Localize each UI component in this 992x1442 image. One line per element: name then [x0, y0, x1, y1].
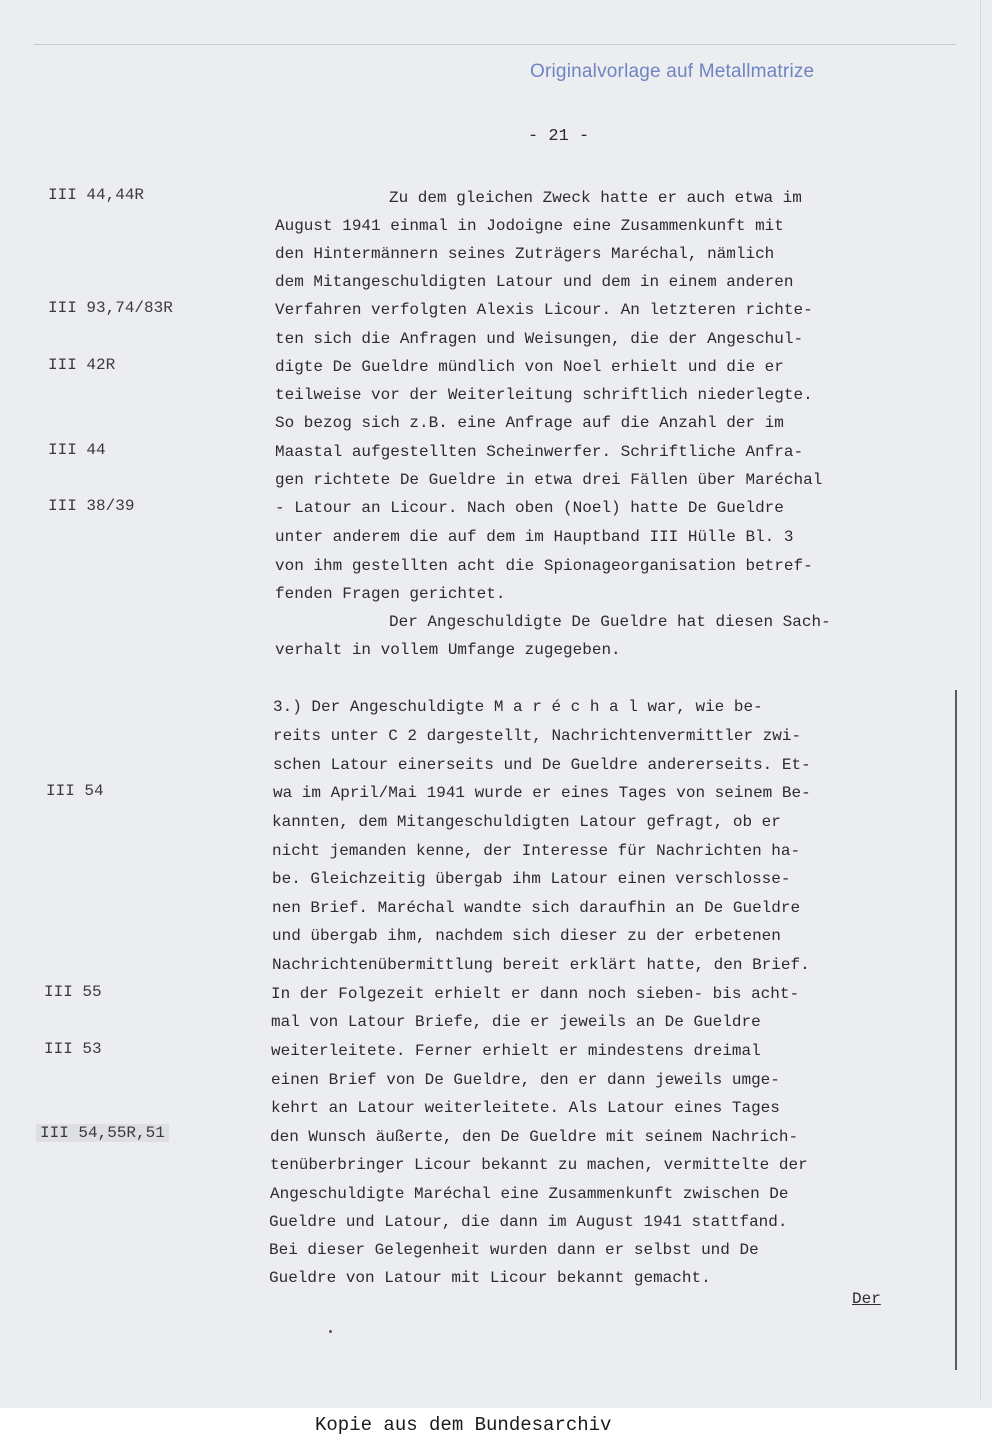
text-line: In der Folgezeit erhielt er dann noch sieben- bis acht- [271, 985, 800, 1003]
text-line: einen Brief von De Gueldre, den er dann jeweils umge- [271, 1071, 780, 1089]
text-line: Gueldre und Latour, die dann im August 1941 stattfand. [269, 1213, 788, 1231]
text-line: Nachrichtenübermittlung bereit erklärt hatte, den Brief. [272, 956, 810, 974]
page-edge-faint [980, 0, 981, 1400]
text-line: fenden Fragen gerichtet. [275, 585, 506, 603]
text-line: dem Mitangeschuldigten Latour und dem in einem anderen [275, 273, 794, 291]
text-line: So bezog sich z.B. eine Anfrage auf die Anzahl der im [275, 414, 784, 432]
footer-caption: Kopie aus dem Bundesarchiv [315, 1414, 612, 1436]
text-line: nicht jemanden kenne, der Interesse für Nachrichten ha- [272, 842, 801, 860]
ink-dot [329, 1330, 332, 1333]
text-line: Zu dem gleichen Zweck hatte er auch etwa im [389, 189, 802, 207]
text-line: unter anderem die auf dem im Hauptband III Hülle Bl. 3 [275, 528, 794, 546]
text-line: gen richtete De Gueldre in etwa drei Fällen über Maréchal [275, 471, 823, 489]
text-line: von ihm gestellten acht die Spionageorganisation betref- [275, 557, 813, 575]
text-line: kannten, dem Mitangeschuldigten Latour gefragt, ob er [272, 813, 781, 831]
margin-reference: III 38/39 [48, 497, 135, 515]
text-line: reits unter C 2 dargestellt, Nachrichtenvermittler zwi- [273, 727, 802, 745]
text-line: nen Brief. Maréchal wandte sich daraufhin an De Gueldre [272, 899, 801, 917]
text-line: Angeschuldigte Maréchal eine Zusammenkunft zwischen De [270, 1185, 789, 1203]
text-line: digte De Gueldre mündlich von Noel erhielt und die er [275, 358, 784, 376]
text-line: kehrt an Latour weiterleitete. Als Latour eines Tages [271, 1099, 780, 1117]
text-line: wa im April/Mai 1941 wurde er eines Tages von seinem Be- [273, 784, 811, 802]
text-line: Gueldre von Latour mit Licour bekannt gemacht. [269, 1269, 711, 1287]
catchword: Der [852, 1290, 881, 1308]
margin-reference: III 44 [48, 441, 106, 459]
margin-reference: III 44,44R [48, 186, 145, 204]
text-line: August 1941 einmal in Jodoigne eine Zusammenkunft mit [275, 217, 784, 235]
footer-bar [0, 1408, 992, 1442]
text-line: - Latour an Licour. Nach oben (Noel) hatte De Gueldre [275, 499, 784, 517]
text-line: verhalt in vollem Umfange zugegeben. [275, 641, 621, 659]
text-line: weiterleitete. Ferner erhielt er mindestens dreimal [271, 1042, 761, 1060]
top-edge-line [34, 44, 956, 45]
text-line: ten sich die Anfragen und Weisungen, die der Angeschul- [275, 330, 804, 348]
text-line: und übergab ihm, nachdem sich dieser zu der erbetenen [272, 927, 781, 945]
margin-reference: III 55 [44, 983, 102, 1001]
text-line: Maastal aufgestellten Scheinwerfer. Schriftliche Anfra- [275, 443, 804, 461]
page-edge-right [955, 690, 957, 1370]
text-line: den Wunsch äußerte, den De Gueldre mit seinem Nachrich- [270, 1128, 799, 1146]
margin-reference: III 54,55R,51 [36, 1124, 169, 1142]
text-line: mal von Latour Briefe, die er jeweils an De Gueldre [271, 1013, 761, 1031]
text-line: 3.) Der Angeschuldigte M a r é c h a l war, wie be- [273, 698, 763, 716]
page-number: - 21 - [528, 127, 590, 146]
text-line: Verfahren verfolgten Alexis Licour. An letzteren richte- [275, 301, 813, 319]
margin-reference: III 42R [48, 356, 116, 374]
text-line: tenüberbringer Licour bekannt zu machen, vermittelte der [270, 1156, 808, 1174]
text-line: schen Latour einerseits und De Gueldre andererseits. Et- [273, 756, 811, 774]
text-line: be. Gleichzeitig übergab ihm Latour einen verschlosse- [272, 870, 791, 888]
text-line: Bei dieser Gelegenheit wurden dann er selbst und De [269, 1241, 759, 1259]
text-line: Der Angeschuldigte De Gueldre hat diesen Sach- [389, 613, 831, 631]
margin-reference: III 93,74/83R [48, 299, 173, 317]
margin-reference: III 54 [46, 782, 104, 800]
margin-reference: III 53 [44, 1040, 102, 1058]
text-line: den Hintermännern seines Zuträgers Maréchal, nämlich [275, 245, 775, 263]
archive-stamp: Originalvorlage auf Metallmatrize [530, 61, 815, 82]
text-line: teilweise vor der Weiterleitung schriftlich niederlegte. [275, 386, 813, 404]
